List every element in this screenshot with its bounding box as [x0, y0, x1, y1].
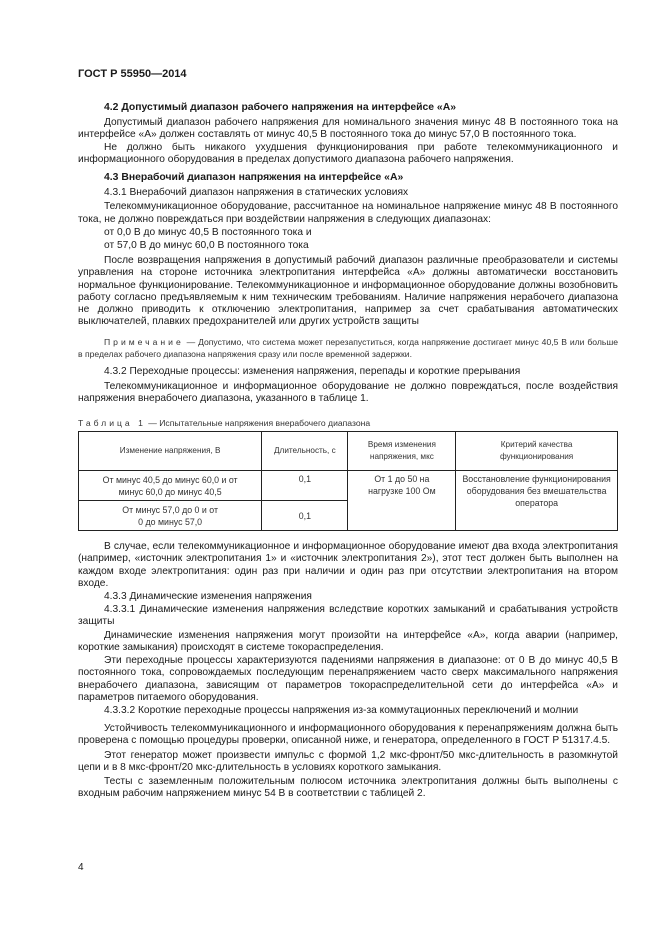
column-header: Изменение напряжения, В: [79, 432, 262, 471]
section-4-3-1-title: 4.3.1 Внерабочий диапазон напряжения в статических условиях: [104, 187, 409, 199]
paragraph: Этот генератор может произвести импульс с формой 1,2 мкс-фронт/50 мкс-длительность в разомкнутой цепи и в 8 мкс-фронт/20 мкс-длительность в условиях короткого замыкания.: [78, 749, 618, 773]
table-row: [79, 471, 618, 501]
paragraph: Устойчивость телекоммуникационного и информационного оборудования к перенапряжениям должна быть проверена с помощью процедуры проверки, описанной ниже, и генератора, определенного в ГОСТ Р 51317.4.5.: [78, 723, 618, 747]
table-caption: [78, 417, 618, 429]
paragraph: Динамические изменения напряжения могут произойти на интерфейсе «A», когда аварии (например, короткие замыкания) происходят в системе токораспределения.: [78, 629, 618, 653]
section-4-3-3-1-title: 4.3.3.1 Динамические изменения напряжения вследствие коротких замыканий и срабатывания устройств защиты: [78, 604, 618, 628]
note-label: Примечание: [104, 337, 184, 348]
table-1: [78, 431, 618, 531]
column-header: Критерий качества функционирования: [456, 432, 618, 471]
section-4-2-title: 4.2 Допустимый диапазон рабочего напряжения на интерфейсе «A»: [104, 102, 456, 113]
table-cell: От минус 40,5 до минус 60,0 и от минус 60,0 до минус 40,5: [79, 471, 262, 501]
paragraph: Тесты с заземленным положительным полюсом источника электропитания должны быть выполнены с входным рабочим напряжением минус 54 В в соответствии с таблицей 2.: [78, 775, 618, 800]
range-item: от 0,0 В до минус 40,5 В постоянного тока и: [104, 226, 312, 238]
paragraph: Телекоммуникационное и информационное оборудование не должно повреждаться, после воздействия напряжения внерабочего диапазона, указанного в таблице 1.: [78, 380, 618, 404]
table-cell: От 1 до 50 на нагрузке 100 Ом: [348, 471, 456, 531]
table-cell: 0,1: [262, 501, 348, 531]
table-cell: От минус 57,0 до 0 и от 0 до минус 57,0: [79, 501, 262, 531]
page-number: 4: [78, 862, 84, 873]
note-text: — Допустимо, что система может перезапуститься, когда напряжение достигает минус 40,5 В или больше в пределах рабочего диапазона напряжения сразу или после временной задержки.: [78, 337, 618, 360]
caption-label: Таблица 1: [78, 418, 146, 429]
paragraph: Допустимый диапазон рабочего напряжения для номинального значения минус 48 В постоянного тока на интерфейсе «A» должен составлять от минус 40,5 В постоянного тока до минус 57,0 В постоянного тока.: [78, 117, 618, 141]
document-header: ГОСТ Р 55950—2014: [78, 68, 187, 80]
caption-text: — Испытательные напряжения внерабочего диапазона: [145, 418, 371, 429]
paragraph: Телекоммуникационное оборудование, рассчитанное на номинальное напряжение минус 48 В постоянного тока, не должно повреждаться при воздействии напряжения в следующих диапазонах:: [78, 201, 618, 225]
note: [78, 336, 618, 360]
section-4-3-title: 4.3 Внерабочий диапазон напряжения на интерфейсе «A»: [104, 172, 404, 184]
section-4-3-3-2-title: 4.3.3.2 Короткие переходные процессы напряжения из-за коммутационных переключений и молнии: [104, 704, 579, 716]
range-item: от 57,0 В до минус 60,0 В постоянного тока: [104, 240, 309, 252]
paragraph: Эти переходные процессы характеризуются падениями напряжения в диапазоне: от 0 В до минус 40,5 В постоянного тока, сопровождаемых последующим перенапряжением часто сверх максимального напряжения внерабочего диапазона, зависящим от параметров токораспределительной сети до интерфейса «A» и параметров питаемого оборудования.: [78, 655, 618, 703]
document-page: [78, 0, 618, 800]
paragraph: В случае, если телекоммуникационное и информационное оборудование имеют два входа электропитания (например, «источник электропитания 1» и «источник электропитания 2»), этот тест должен быть выполнен на каждом входе электропитания: один раз при наличии и один раз при отсутствии электропитания на втором входе.: [78, 541, 618, 589]
column-header: Длительность, с: [262, 432, 348, 471]
table-cell: Восстановление функционирования оборудования без вмешательства оператора: [456, 471, 618, 531]
table-cell: 0,1: [262, 471, 348, 501]
column-header: Время изменения напряжения, мкс: [348, 432, 456, 471]
section-4-3-3-title: 4.3.3 Динамические изменения напряжения: [104, 591, 312, 603]
paragraph: После возвращения напряжения в допустимый рабочий диапазон различные преобразователи и системы управления на стороне источника электропитания интерфейса «A» должны автоматически восстановить нормальное функционирование. Телекоммуникационное и информационное оборудование должны возобновить работу согласно предъявляемым к ним техническим требованиям. Наличие напряжения нерабочего диапазона не должно приводить к отключению электропитания, например за счет срабатывания автоматических выключателей, плавких предохранителей или других устройств защиты: [78, 255, 618, 328]
paragraph: Не должно быть никакого ухудшения функционирования при работе телекоммуникационного и информационного оборудования в пределах допустимого диапазона рабочего напряжения.: [78, 141, 618, 165]
table-header-row: [79, 432, 618, 471]
section-4-3-2-title: 4.3.2 Переходные процессы: изменения напряжения, перепады и короткие прерывания: [104, 366, 521, 378]
